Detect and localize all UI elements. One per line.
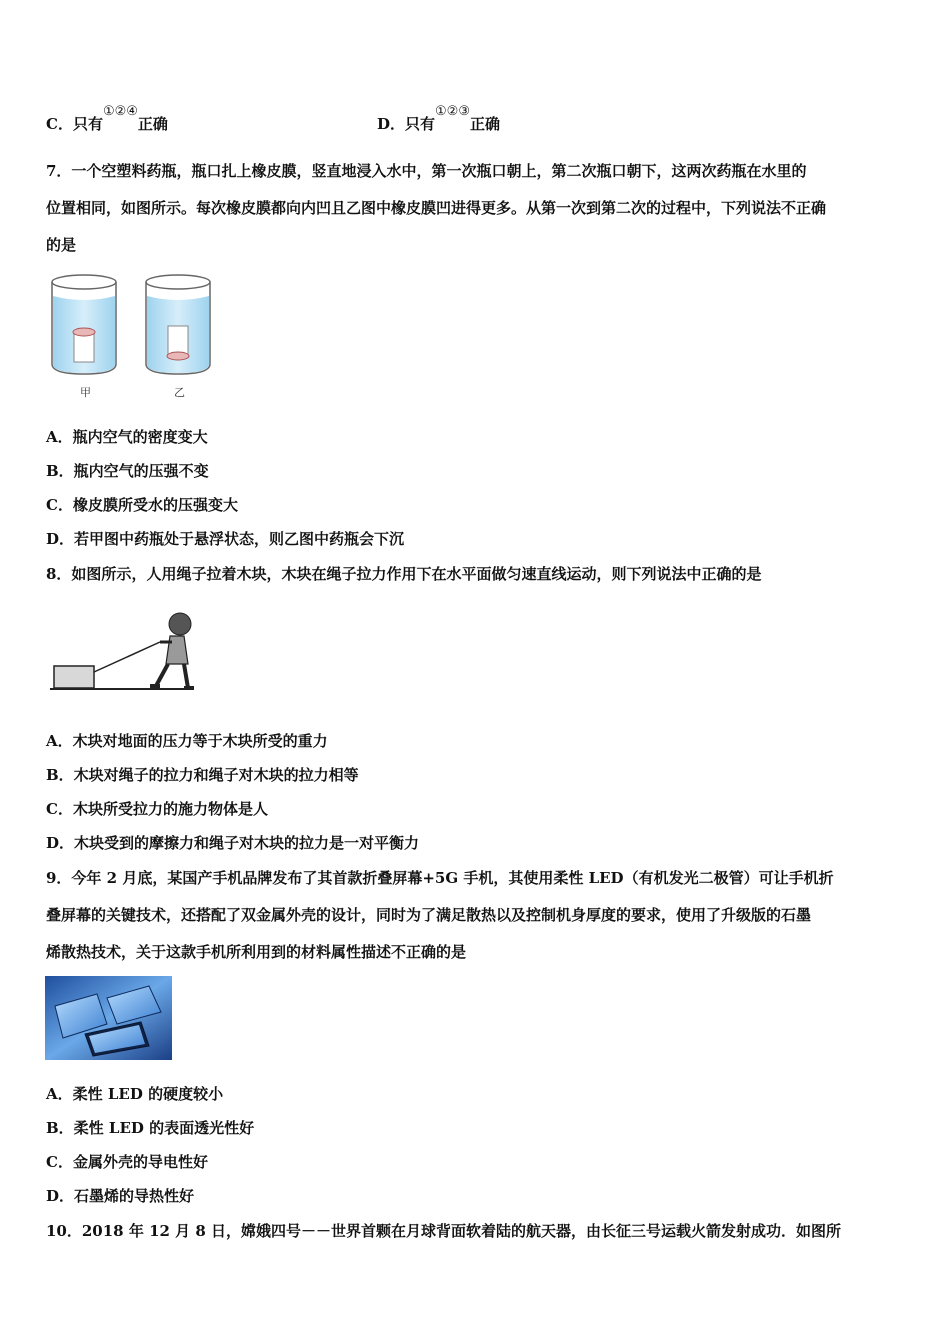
q6-option-c: C．只有①②④正确 xyxy=(46,104,168,133)
q7-option-a: A．瓶内空气的密度变大 xyxy=(46,428,208,446)
beaker-yi xyxy=(146,275,210,374)
q7-option-c: C．橡皮膜所受水的压强变大 xyxy=(46,496,238,514)
q7-stem-line3: 的是 xyxy=(46,236,77,254)
q10-stem-line1: 10．2018 年 12 月 8 日，嫦娥四号－－世界首颗在月球背面软着陆的航天器，由长征三号运载火箭发射成功．如图所 xyxy=(46,1222,842,1240)
q9-option-d: D．石墨烯的导热性好 xyxy=(46,1187,195,1205)
q9-stem-line3: 烯散热技术，关于这款手机所利用到的材料属性描述不正确的是 xyxy=(46,943,467,961)
q7-option-d: D．若甲图中药瓶处于悬浮状态，则乙图中药瓶会下沉 xyxy=(46,530,405,548)
q7-stem-line2: 位置相同，如图所示。每次橡皮膜都向内凹且乙图中橡皮膜凹进得更多。从第一次到第二次的过程中，下列说法不正确 xyxy=(46,199,827,217)
q9-stem-line2: 叠屏幕的关键技术，还搭配了双金属外壳的设计，同时为了满足散热以及控制机身厚度的要求，使用了升级版的石墨 xyxy=(46,906,812,924)
q7-option-b: B．瓶内空气的压强不变 xyxy=(46,462,209,480)
q9-phone-figure xyxy=(45,976,172,1060)
beaker-jia xyxy=(52,275,116,374)
q9-stem-line1: 9．今年 2 月底，某国产手机品牌发布了其首款折叠屏幕+5G 手机，其使用柔性 LED（有机发光二极管）可让手机折 xyxy=(46,869,834,887)
q8-option-c: C．木块所受拉力的施力物体是人 xyxy=(46,800,268,818)
q6-option-d: D．只有①②③正确 xyxy=(377,104,500,133)
q9-option-a: A．柔性 LED 的硬度较小 xyxy=(46,1085,224,1103)
q7-stem-line1: 7．一个空塑料药瓶，瓶口扎上橡皮膜，竖直地浸入水中，第一次瓶口朝上，第二次瓶口朝下，这两次药瓶在水里的 xyxy=(46,162,807,180)
q8-stem: 8．如图所示，人用绳子拉着木块，木块在绳子拉力作用下在水平面做匀速直线运动，则下列说法中正确的是 xyxy=(46,565,762,583)
q8-option-a: A．木块对地面的压力等于木块所受的重力 xyxy=(46,732,328,750)
q6-option-d-marks: ①②③ xyxy=(435,104,470,119)
q8-pulling-figure xyxy=(48,606,198,696)
q8-option-d: D．木块受到的摩擦力和绳子对木块的拉力是一对平衡力 xyxy=(46,834,420,852)
q8-option-b: B．木块对绳子的拉力和绳子对木块的拉力相等 xyxy=(46,766,359,784)
q6-option-c-marks: ①②④ xyxy=(102,104,138,119)
figure-label-yi: 乙 xyxy=(174,386,185,399)
q9-option-c: C．金属外壳的导电性好 xyxy=(46,1153,208,1171)
q9-option-b: B．柔性 LED 的表面透光性好 xyxy=(46,1119,255,1137)
q7-bottle-figure xyxy=(48,270,218,405)
figure-label-jia: 甲 xyxy=(80,386,91,399)
